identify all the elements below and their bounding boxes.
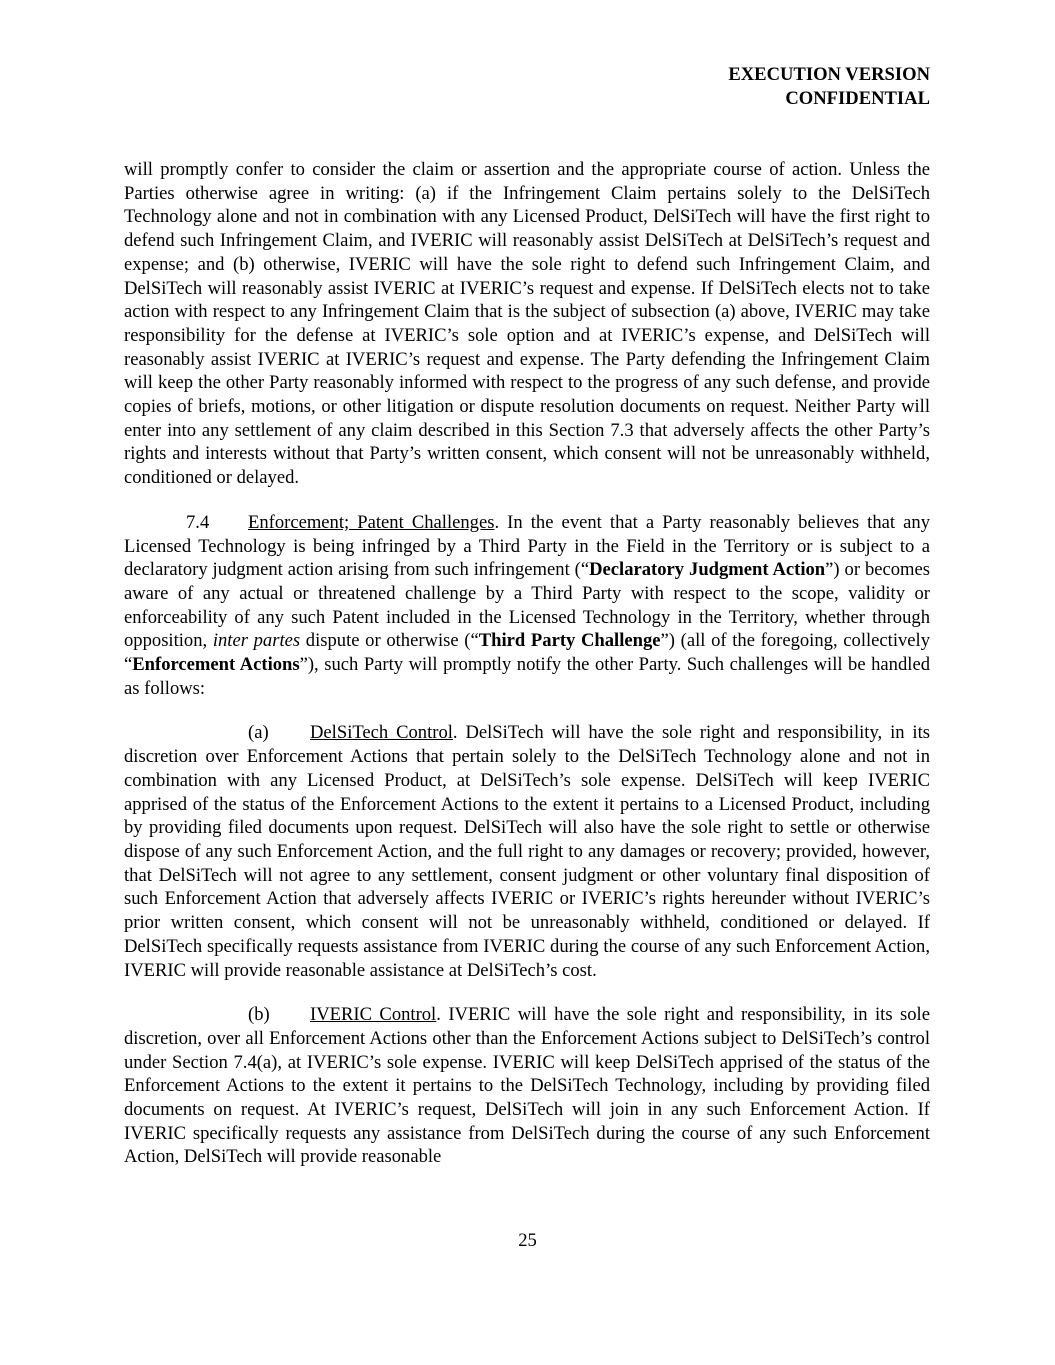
page-number: 25 [518,1230,537,1251]
defined-term: Third Party Challenge [478,630,661,652]
document-body [124,158,930,1190]
subsection-heading: DelSiTech Control [310,722,453,744]
subsection-heading: IVERIC Control [310,1004,437,1026]
defined-term: Enforcement Actions [132,654,300,676]
continuation-paragraph: will promptly confer to consider the claim or assertion and the appropriate course of action. Unless the Parties otherwise agree in writing: (a) if the Infringement Claim pertains solely to the DelSiTech Technology alone and not in combination with any Licensed Product, DelSiTech will have the first right to defend such Infringement Claim, and IVERIC will reasonably assist DelSiTech at DelSiTech’s request and expense; and (b) otherwise, IVERIC will have the sole right to defend such Infringement Claim, and DelSiTech will reasonably assist IVERIC at IVERIC’s request and expense. If DelSiTech elects not to take action with respect to any Infringement Claim that is the subject of subsection (a) above, IVERIC may take responsibility for the defense at IVERIC’s sole option and at IVERIC’s expense, and DelSiTech will reasonably assist IVERIC at IVERIC’s request and expense. The Party defending the Infringement Claim will keep the other Party reasonably informed with respect to the progress of any such defense, and provide copies of briefs, motions, or other litigation or dispute resolution documents on request. Neither Party will enter into any settlement of any claim described in this Section 7.3 that adversely affects the other Party’s rights and interests without that Party’s written consent, which consent will not be unreasonably withheld, conditioned or delayed. [124,159,930,489]
execution-version-label: EXECUTION VERSION [728,64,930,85]
subsection-b: (b) IVERIC Control. IVERIC will have the sole right and responsibility, in its sole discretion, over all Enforcement Actions other than the Enforcement Actions subject to DelSiTech’s control under Section 7.4(a), at IVERIC’s sole expense. IVERIC will keep DelSiTech apprised of the status of the Enforcement Actions to the extent it pertains to the DelSiTech Technology, including by providing filed documents on request. At IVERIC’s request, DelSiTech will join in any such Enforcement Action. If IVERIC specifically requests any assistance from DelSiTech during the course of any such Enforcement Action, DelSiTech will provide reasonable [124,1004,930,1168]
confidential-label: CONFIDENTIAL [785,88,930,109]
section-number: 7.4 [186,511,210,533]
defined-term: Declaratory Judgment Action [589,559,826,581]
section-heading: Enforcement; Patent Challenges [248,511,495,533]
subsection-label: (a) [248,722,269,744]
subsection-label: (b) [248,1004,270,1026]
document-header [728,63,930,111]
section-7-4: 7.4 Enforcement; Patent Challenges. In the event that a Party reasonably believes that any Licensed Technology is being infringed by a Third Party in the Field in the Territory or is subject to a declaratory judgment action arising from such infringement (“Declaratory Judgment Action”) or becomes aware of any actual or threatened challenge by a Third Party with respect to the scope, validity or enforceability of any such Patent included in the Licensed Technology in the Territory, whether through opposition, inter partes dispute or otherwise (“Third Party Challenge”) (all of the foregoing, collectively “Enforcement Actions”), such Party will promptly notify the other Party. Such challenges will be handled as follows: [124,511,930,699]
italic-term: inter partes [212,630,301,652]
subsection-a: (a) DelSiTech Control. DelSiTech will have the sole right and responsibility, in its discretion over Enforcement Actions that pertain solely to the DelSiTech Technology alone and not in combination with any Licensed Product, at DelSiTech’s sole expense. DelSiTech will keep IVERIC apprised of the status of the Enforcement Actions to the extent it pertains to a Licensed Product, including by providing filed documents upon request. DelSiTech will also have the sole right to settle or otherwise dispose of any such Enforcement Action, and the full right to any damages or recovery; provided, however, that DelSiTech will not agree to any settlement, consent judgment or other voluntary final disposition of such Enforcement Action that adversely affects IVERIC or IVERIC’s rights hereunder without IVERIC’s prior written consent, which consent will not be unreasonably withheld, conditioned or delayed. If DelSiTech specifically requests assistance from IVERIC during the course of any such Enforcement Action, IVERIC will provide reasonable assistance at DelSiTech’s cost. [124,722,930,981]
